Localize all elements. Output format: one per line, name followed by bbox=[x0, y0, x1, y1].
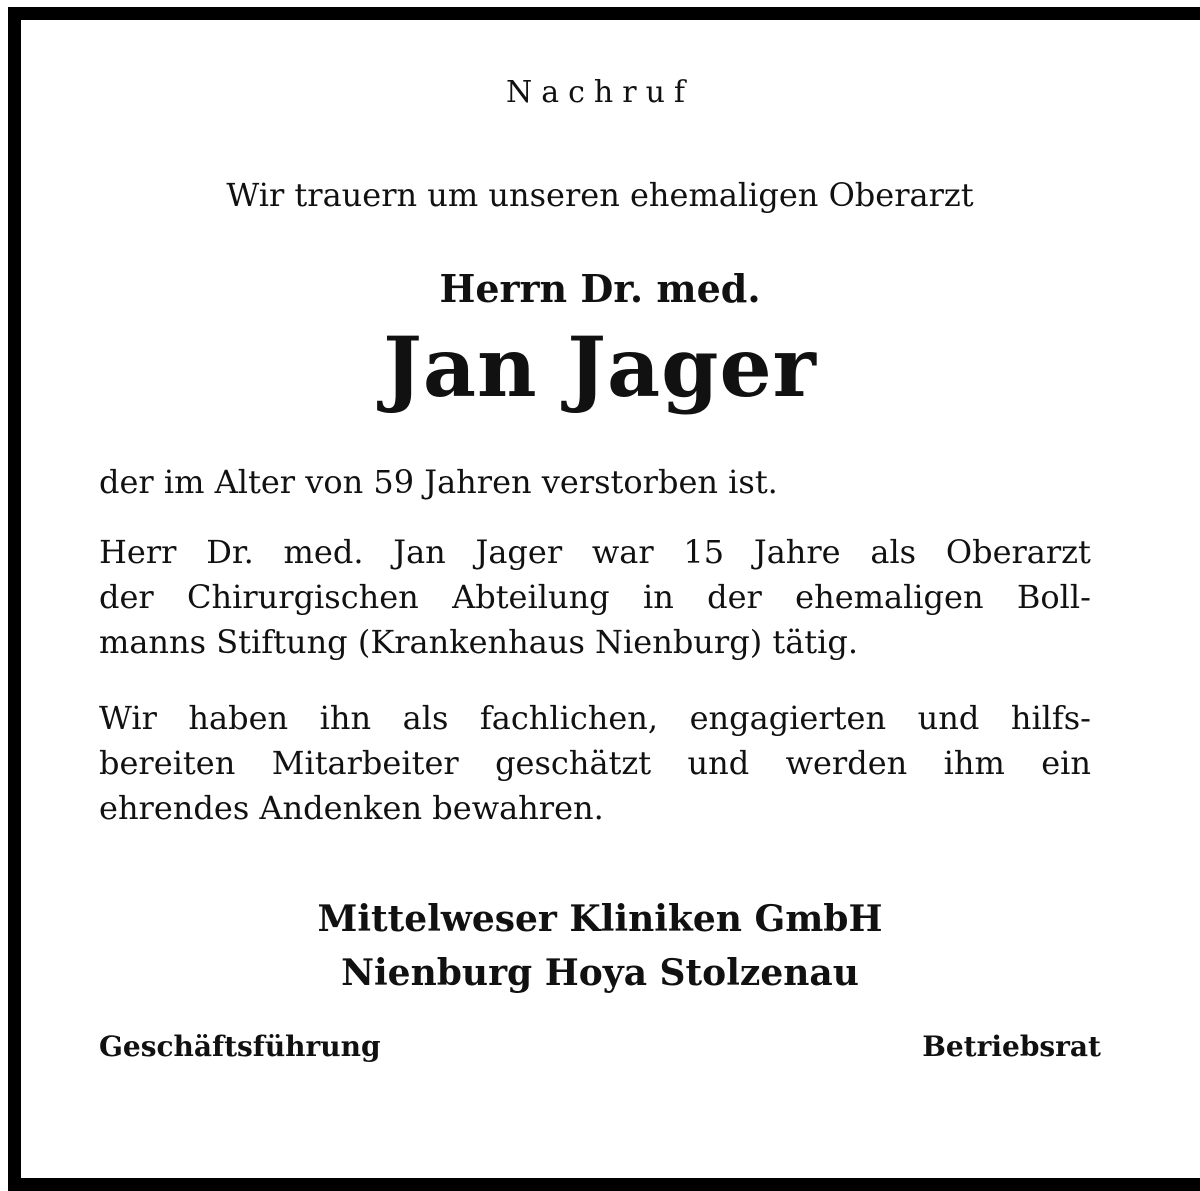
word: engagierten bbox=[689, 699, 887, 737]
word: haben bbox=[188, 699, 289, 737]
age-line: der im Alter von 59 Jahren verstorben ist. bbox=[99, 463, 778, 501]
word: als bbox=[402, 699, 449, 737]
word: ehemaligen bbox=[795, 578, 984, 616]
tribute-paragraph bbox=[99, 696, 1091, 831]
career-line-2 bbox=[99, 575, 1091, 620]
word: und bbox=[917, 699, 980, 737]
word: in bbox=[642, 578, 674, 616]
signature-management: Geschäftsführung bbox=[99, 1030, 381, 1063]
word: Chirurgischen bbox=[187, 578, 419, 616]
tribute-line-2 bbox=[99, 741, 1091, 786]
word: der bbox=[99, 578, 154, 616]
age-statement bbox=[99, 460, 1091, 505]
career-line-1 bbox=[99, 530, 1091, 575]
intro-text: Wir trauern um unseren ehemaligen Oberarzt bbox=[226, 176, 974, 214]
word: fachlichen, bbox=[479, 699, 659, 737]
tribute-line-1 bbox=[99, 696, 1091, 741]
word: der bbox=[707, 578, 762, 616]
organization-name: Mittelweser Kliniken GmbH bbox=[317, 898, 883, 940]
notice-heading: Nachruf bbox=[505, 75, 695, 110]
word: Jan bbox=[393, 533, 446, 571]
tribute-line-3: ehrendes Andenken bewahren. bbox=[99, 789, 604, 827]
word: 15 bbox=[683, 533, 725, 571]
organization-locations: Nienburg Hoya Stolzenau bbox=[341, 952, 859, 994]
word: als bbox=[870, 533, 917, 571]
word: ihm bbox=[943, 744, 1005, 782]
deceased-name: Jan Jager bbox=[383, 320, 817, 416]
word: ihn bbox=[319, 699, 372, 737]
word: Oberarzt bbox=[945, 533, 1091, 571]
word: Wir bbox=[99, 699, 157, 737]
honorific-title: Herrn Dr. med. bbox=[439, 266, 761, 311]
career-paragraph bbox=[99, 530, 1091, 665]
signature-works-council: Betriebsrat bbox=[922, 1030, 1101, 1063]
word: und bbox=[687, 744, 750, 782]
word: bereiten bbox=[99, 744, 236, 782]
word: hilfs- bbox=[1010, 699, 1091, 737]
word: Abteilung bbox=[452, 578, 610, 616]
word: Boll- bbox=[1016, 578, 1091, 616]
word: geschätzt bbox=[495, 744, 652, 782]
word: werden bbox=[785, 744, 908, 782]
word: Dr. bbox=[206, 533, 254, 571]
word: Herr bbox=[99, 533, 177, 571]
word: med. bbox=[283, 533, 364, 571]
word: ein bbox=[1041, 744, 1091, 782]
career-line-3: manns Stiftung (Krankenhaus Nienburg) tätig. bbox=[99, 623, 859, 661]
word: Mitarbeiter bbox=[271, 744, 459, 782]
word: Jager bbox=[475, 533, 563, 571]
word: war bbox=[591, 533, 654, 571]
word: Jahre bbox=[753, 533, 841, 571]
